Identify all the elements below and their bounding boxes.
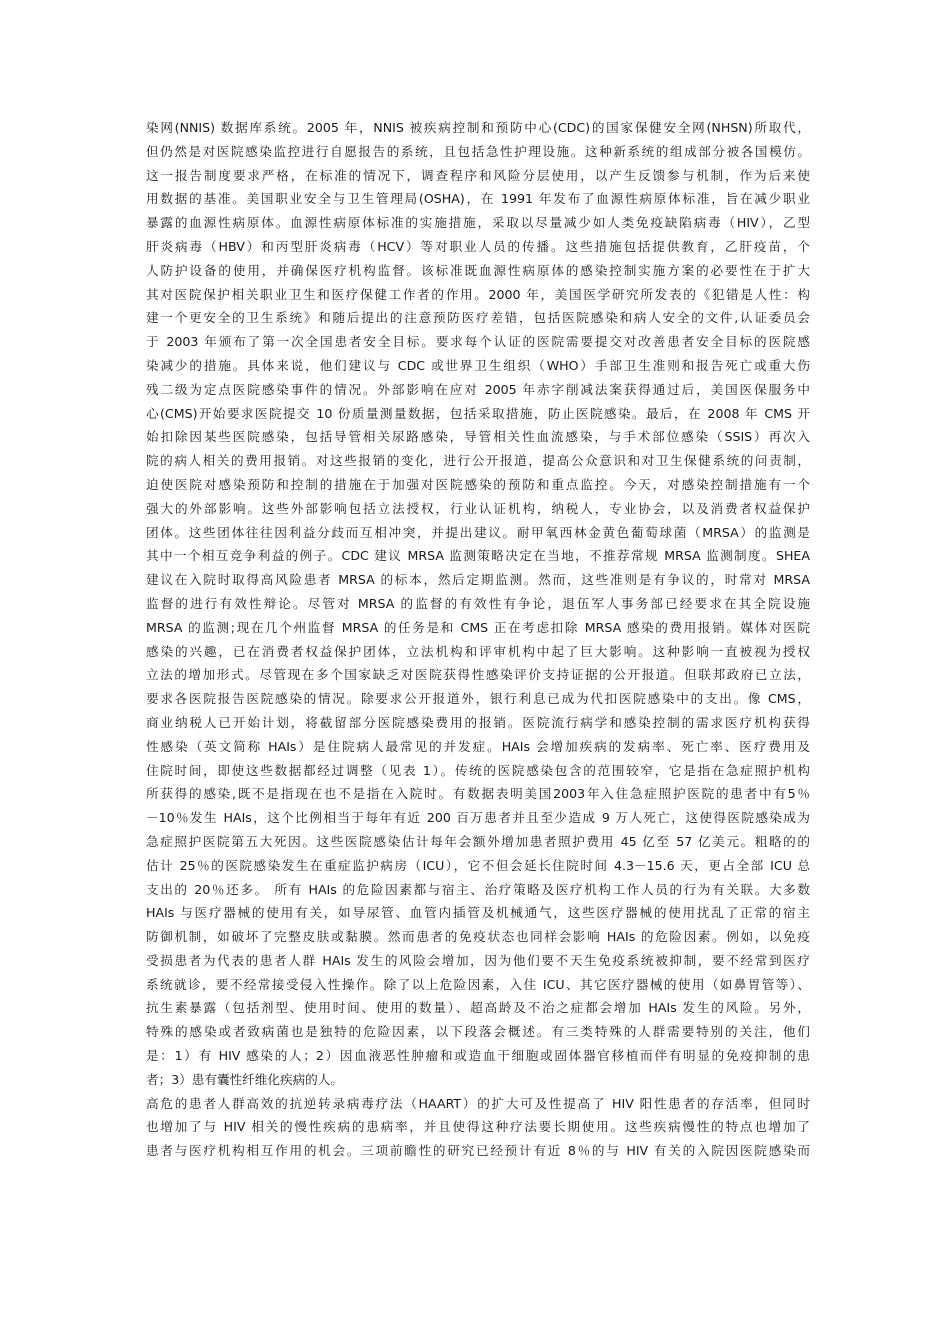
text-line: 高危的患者人群高效的抗逆转录病毒疗法（HAART）的扩大可及性提高了 HIV 阳性患者的存活率，但同时 [146, 1095, 810, 1111]
text-line: 住院时间，即使这些数据都经过调整（见表 1）。传统的医院感染包含的范围较窄，它是指在急症照护机构 [146, 762, 810, 778]
text-line: 系统就诊，要不经常接受侵入性操作。除了以上危险因素，入住 ICU、其它医疗器械的使用（如鼻胃管等）、 [146, 976, 810, 992]
text-line: 支出的 20％还多。 所有 HAIs 的危险因素都与宿主、治疗策略及医疗机构工作人员的行为有关联。大多数 [146, 881, 810, 897]
text-line: 受损患者为代表的患者人群 HAIs 发生的风险会增加，因为他们要不天生免疫系统被抑制，要不经常到医疗 [146, 952, 810, 968]
text-line: 要求各医院报告医院感染的情况。除要求公开报道外，银行利息已成为代扣医院感染中的支出。像 CMS， [146, 691, 810, 707]
text-line: 所获得的感染,既不是指现在也不是指在入院时。有数据表明美国2003年入住急症照护医院的患者中有5％ [146, 786, 810, 802]
text-line: 感染的兴趣，已在消费者权益保护团体，立法机构和评审机构中起了巨大影响。这种影响一直被视为授权 [146, 643, 810, 659]
text-line: 商业纳税人已开始计划，将截留部分医院感染费用的报销。医院流行病学和感染控制的需求医疗机构获得 [146, 714, 810, 730]
text-line: HAIs 与医疗器械的使用有关，如导尿管、血管内插管及机械通气，这些医疗器械的使用扰乱了正常的宿主 [146, 905, 810, 921]
text-line: 强大的外部影响。这些外部影响包括立法授权，行业认证机构，纳税人，专业协会，以及消费者权益保护 [146, 500, 810, 516]
text-line: 监督的进行有效性辩论。尽管对 MRSA 的监督的有效性有争论，退伍军人事务部已经要求在其全院设施 [146, 595, 810, 611]
text-line: 染网(NNIS) 数据库系统。2005 年，NNIS 被疾病控制和预防中心(CDC)的国家保健安全网(NHSN)所取代， [146, 120, 810, 135]
text-line: 患者与医疗机构相互作用的机会。三项前瞻性的研究已经预计有近 8％的与 HIV 有关的入院因医院感染而 [146, 1143, 810, 1159]
text-line: 始扣除因某些医院感染，包括导管相关尿路感染，导管相关性血流感染，与手术部位感染（SSIS）再次入 [146, 429, 810, 445]
text-line: 人防护设备的使用，并确保医疗机构监督。该标准既血源性病原体的感染控制实施方案的必要性在于扩大 [146, 262, 810, 278]
text-line: 防御机制，如破坏了完整皮肤或黏膜。然而患者的免疫状态也同样会影响 HAIs 的危险因素。例如，以免疫 [146, 929, 810, 945]
text-line: 迫使医院对感染预防和控制的措施在于加强对医院感染的预防和重点监控。今天，对感染控制措施有一个 [146, 476, 810, 492]
text-line: 抗生素暴露（包括剂型、使用时间、使用的数量）、超高龄及不治之症都会增加 HAIs 发生的风险。另外， [146, 1000, 810, 1016]
text-line: 残二级为定点医院感染事件的情况。外部影响在应对 2005 年赤字削减法案获得通过后，美国医保服务中 [146, 381, 810, 397]
text-line: 急症照护医院第五大死因。这些医院感染估计每年会额外增加患者照护费用 45 亿至 57 亿美元。粗略的的 [146, 833, 810, 849]
body-text [146, 116, 810, 1163]
text-line: 估计 25％的医院感染发生在重症监护病房（ICU），它不但会延长住院时间 4.3－15.6 天，更占全部 ICU 总 [146, 857, 810, 873]
text-line: 心(CMS)开始要求医院提交 10 份质量测量数据，包括采取措施，防止医院感染。最后，在 2008 年 CMS 开 [146, 405, 810, 421]
text-line: 其中一个相互竞争利益的例子。CDC 建议 MRSA 监测策略决定在当地，不推荐常规 MRSA 监测制度。SHEA [146, 548, 810, 564]
text-line: 建议在入院时取得高风险患者 MRSA 的标本，然后定期监测。然而，这些准则是有争议的，时常对 MRSA [146, 572, 810, 588]
text-line: 暴露的血源性病原体。血源性病原体标准的实施措施，采取以尽量减少如人类免疫缺陷病毒（HIV），乙型 [146, 215, 810, 231]
text-line: MRSA 的监测;现在几个州监督 MRSA 的任务是和 CMS 正在考虑扣除 MRSA 感染的费用报销。媒体对医院 [146, 619, 810, 635]
text-line: 建一个更安全的卫生系统》和随后提出的注意预防医疗差错，包括医院感染和病人安全的文件,认证委员会 [146, 310, 810, 326]
text-line: －10％发生 HAIs，这个比例相当于每年有近 200 百万患者并且至少造成 9 万人死亡，这使得医院感染成为 [146, 810, 810, 826]
text-line: 院的病人相关的费用报销。对这些报销的变化，进行公开报道，提高公众意识和对卫生保健系统的问责制， [146, 453, 810, 469]
text-line: 团体。这些团体往往因利益分歧而互相冲突，并提出建议。耐甲氧西林金黄色葡萄球菌（MRSA）的监测是 [146, 524, 810, 540]
text-line: 于 2003 年颁布了第一次全国患者安全目标。要求每个认证的医院需要提交对改善患者安全目标的医院感 [146, 334, 810, 350]
text-line: 者；3）患有囊性纤维化疾病的人。 [146, 1071, 343, 1087]
text-line: 是：1）有 HIV 感染的人；2）因血液恶性肿瘤和或造血干细胞或固体器官移植而伴有明显的免疫抑制的患 [146, 1048, 810, 1064]
text-line: 肝炎病毒（HBV）和丙型肝炎病毒（HCV）等对职业人员的传播。这些措施包括提供教育，乙肝疫苗，个 [146, 238, 810, 254]
text-line: 染减少的措施。具体来说，他们建议与 CDC 或世界卫生组织（WHO）手部卫生准则和报告死亡或重大伤 [146, 357, 810, 373]
text-line: 其对医院保护相关职业卫生和医疗保健工作者的作用。2000 年，美国医学研究所发表的《犯错是人性：构 [146, 286, 810, 302]
text-line: 这一报告制度要求严格，在标准的情况下，调查程序和风险分层使用，以产生反馈参与机制，作为后来使 [146, 167, 810, 183]
text-line: 也增加了与 HIV 相关的慢性疾病的患病率，并且使得这种疗法要长期使用。这些疾病慢性的特点也增加了 [146, 1119, 810, 1135]
text-line: 性感染（英文简称 HAIs）是住院病人最常见的并发症。HAIs 会增加疾病的发病率、死亡率、医疗费用及 [146, 738, 810, 754]
text-line: 但仍然是对医院感染监控进行自愿报告的系统，且包括急性护理设施。这种新系统的组成部分被各国模仿。 [146, 143, 810, 159]
text-line: 特殊的感染或者致病菌也是独特的危险因素，以下段落会概述。有三类特殊的人群需要特别的关注，他们 [146, 1024, 810, 1040]
text-line: 用数据的基准。美国职业安全与卫生管理局(OSHA)，在 1991 年发布了血源性病原体标准，旨在减少职业 [146, 191, 810, 207]
text-line: 立法的增加形式。尽管现在多个国家缺乏对医院获得性感染评价支持证据的公开报道。但联邦政府已立法， [146, 667, 810, 683]
